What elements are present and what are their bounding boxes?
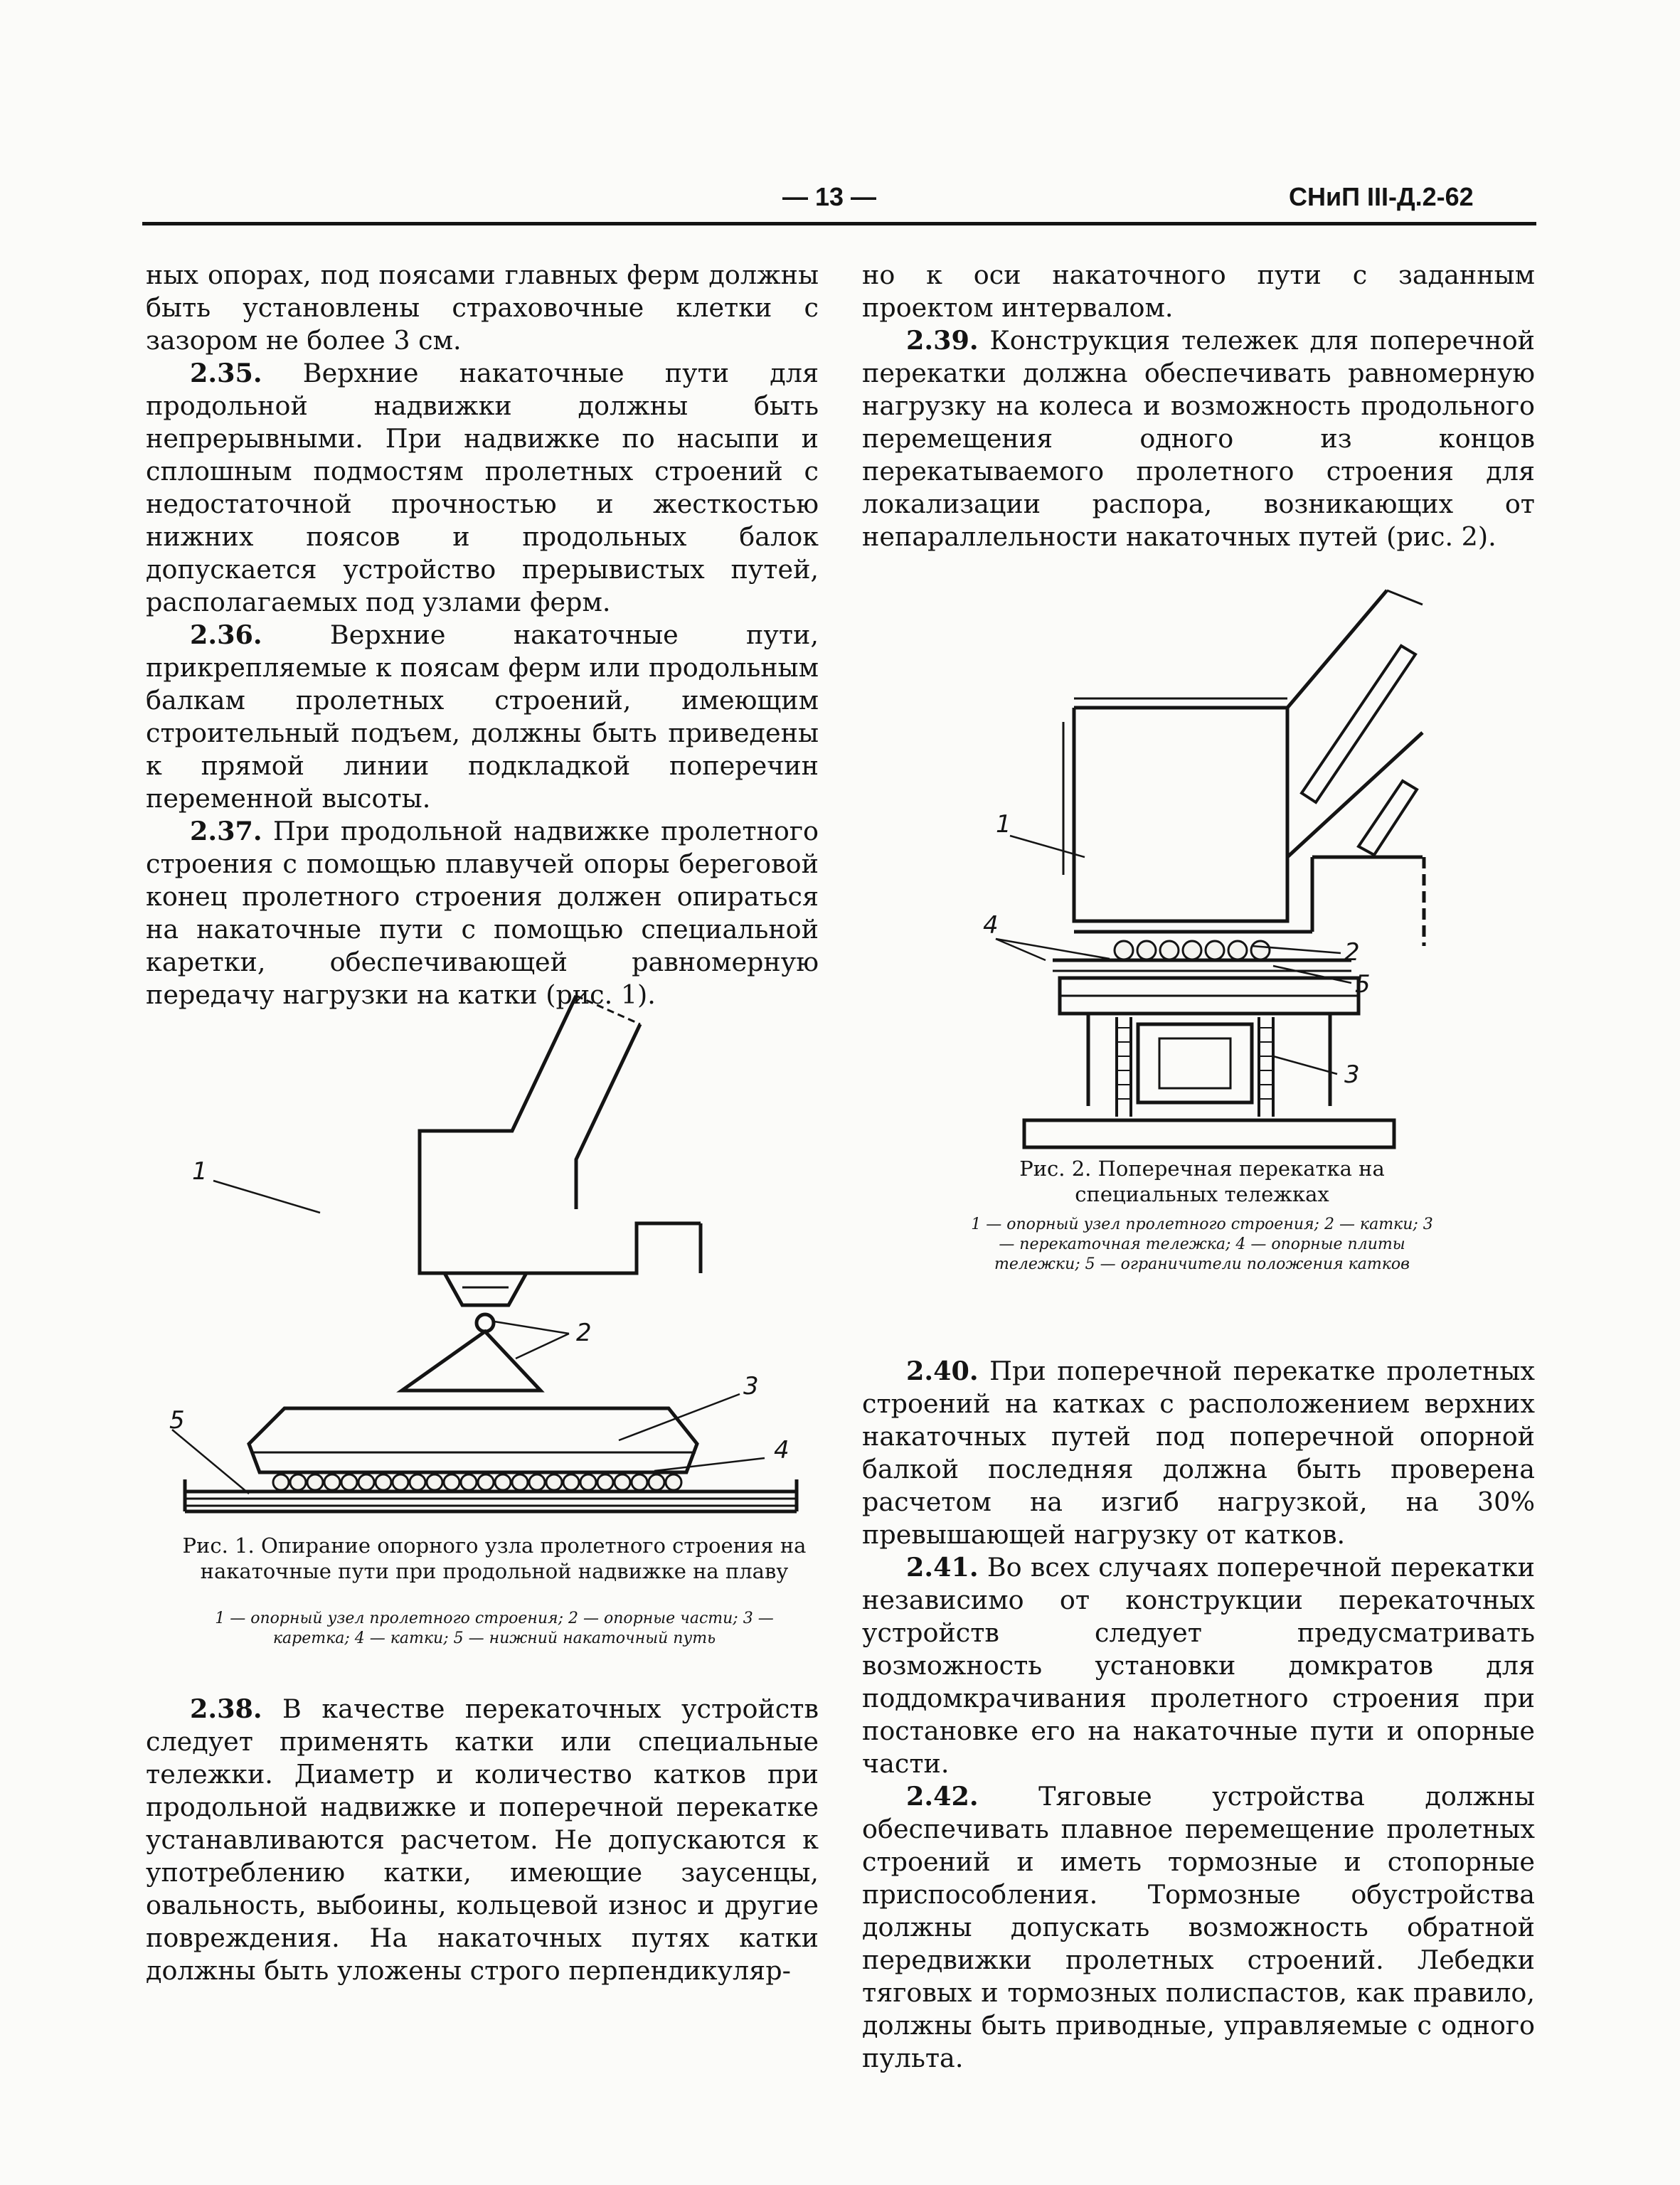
- clause-text: В качестве перекаточных устройств следует применять катки или специальные тележки. Диаметр и количество катков при продольной надвижке и поперечной перекатке устанавливаются расчетом. Не допускаются к употреблению катки, имеющие заусенцы, овальность, выбоины, кольцевой износ и другие повреждения. На накаточных путях катки должны быть уложены строго перпендикуляр-: [146, 1694, 819, 1986]
- fig2-label-2: 2: [1344, 938, 1360, 967]
- page-number: — 13 —: [782, 182, 877, 211]
- right-column-bottom: [862, 1355, 1535, 2075]
- paragraph-2-41: [862, 1551, 1535, 1780]
- clause-number: 2.35.: [190, 358, 262, 388]
- clause-number: 2.41.: [906, 1552, 979, 1583]
- clause-number: 2.37.: [190, 816, 262, 846]
- figure-1-caption: Рис. 1. Опирание опорного узла пролетного строения на накаточные пути при продольной надвижке на плаву: [182, 1533, 807, 1583]
- clause-text: При поперечной перекатке пролетных строений на катках с расположением верхних накаточных путей под поперечной опорной балкой последняя должна быть проверена расчетом на изгиб нагрузкой, на 30% превышающей нагрузку от катков.: [862, 1356, 1535, 1550]
- fig2-label-4: 4: [983, 911, 999, 940]
- figure-1-labels: [169, 1157, 790, 1464]
- figure-1-drawing: [156, 982, 825, 1522]
- fig1-label-1: 1: [192, 1157, 208, 1186]
- clause-number: 2.38.: [190, 1694, 262, 1724]
- clause-text: Конструкция тележек для поперечной перекатки должна обеспечивать равномерную нагрузку на колеса и возможность продольного перемещения одного из концов перекатываемого пролетного строения для локализации распора, возникающих от непараллельности накаточных путей (рис. 2).: [862, 325, 1535, 552]
- clause-text: Верхние накаточные пути, прикрепляемые к поясам ферм или продольным балкам пролетных строений, имеющим строительный подъем, должны быть приведены к прямой линии подкладкой поперечин переменной высоты.: [146, 620, 819, 814]
- document-code: СНиП III-Д.2-62: [1289, 182, 1474, 211]
- clause-text: Верхние накаточные пути для продольной надвижки должны быть непрерывными. При надвижке по насыпи и сплошным подмостям пролетных строений с недостаточной прочностью и жесткостью нижних поясов и продольных балок допускается устройство прерывистых путей, располагаемых под узлами ферм.: [146, 358, 819, 617]
- paragraph-2-35: [146, 357, 819, 619]
- left-column-top: [146, 259, 819, 1011]
- header-rule: [142, 222, 1536, 225]
- fig1-label-2: 2: [576, 1319, 592, 1347]
- right-column-top: [862, 259, 1535, 553]
- paragraph-2-39: [862, 324, 1535, 553]
- left-column-bottom: [146, 1693, 819, 1987]
- paragraph-2-38: [146, 1693, 819, 1987]
- figure-2-caption: Рис. 2. Поперечная перекатка на специальных тележках: [1019, 1157, 1385, 1206]
- clause-number: 2.36.: [190, 620, 262, 650]
- clause-text: Во всех случаях поперечной перекатки независимо от конструкции перекаточных устройств следует предусматривать возможность установки домкратов для поддомкрачивания пролетного строения при постановке его на накаточные пути и опорные части.: [862, 1552, 1535, 1779]
- paragraph-2-36: [146, 619, 819, 815]
- clause-text: Тяговые устройства должны обеспечивать плавное перемещение пролетных строений и иметь тормозные и стопорные приспособления. Тормозные обустройства должны допускать возможность обратной передвижки пролетных строений. Лебедки тяговых и тормозных полиспастов, как правило, должны быть приводные, управляемые с одного пульта.: [862, 1781, 1535, 2073]
- paragraph-2-40: [862, 1355, 1535, 1551]
- figure-2-drawing: [982, 576, 1437, 1152]
- paragraph: ных опорах, под поясами главных ферм должны быть установлены страховочные клетки с зазором не более 3 см.: [146, 260, 819, 356]
- fig1-label-4: 4: [774, 1436, 790, 1464]
- clause-text: При продольной надвижке пролетного строения с помощью плавучей опоры береговой конец пролетного строения должен опираться на накаточные пути с помощью специальной каретки, обеспечивающей равномерную передачу нагрузки на катки (рис. 1).: [146, 816, 819, 1010]
- fig2-label-5: 5: [1355, 970, 1371, 999]
- clause-number: 2.42.: [906, 1781, 979, 1812]
- fig1-label-3: 3: [743, 1372, 759, 1400]
- figure-2-legend: 1 — опорный узел пролетного строения; 2 — катки; 3 — перекаточная тележка; 4 — опорные плиты тележки; 5 — ограничители положения катков: [971, 1216, 1433, 1273]
- fig2-label-3: 3: [1344, 1060, 1360, 1089]
- paragraph-2-42: [862, 1780, 1535, 2075]
- figure-1-legend: 1 — опорный узел пролетного строения; 2 — опорные части; 3 — каретка; 4 — катки; 5 — нижний накаточный путь: [215, 1610, 774, 1647]
- paragraph: но к оси накаточного пути с заданным проектом интервалом.: [862, 260, 1535, 323]
- fig1-label-5: 5: [169, 1406, 185, 1435]
- clause-number: 2.40.: [906, 1356, 979, 1386]
- fig2-label-1: 1: [996, 810, 1011, 839]
- clause-number: 2.39.: [906, 325, 979, 356]
